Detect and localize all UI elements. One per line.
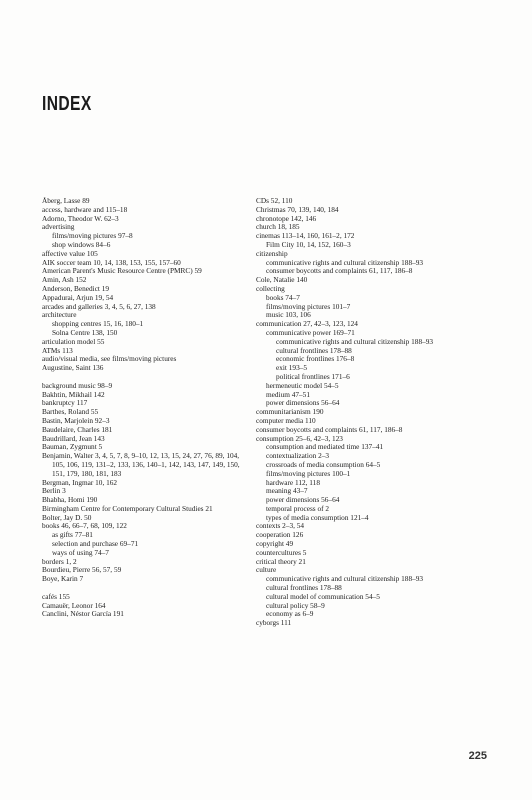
index-subentry: Solna Centre 138, 150	[52, 327, 118, 337]
index-entry: contexts 2–3, 54	[256, 521, 305, 531]
index-entry: computer media 110	[256, 415, 316, 425]
index-entry: chronotope 142, 146	[256, 213, 317, 223]
index-subentry: exit 193–5	[276, 363, 308, 373]
index-subentry: films/moving pictures 100–1	[266, 468, 351, 478]
index-subentry: consumer boycotts and complaints 61, 117, 186–8	[266, 266, 413, 276]
index-entry: CDs 52, 110	[256, 196, 293, 205]
index-entry: advertising	[42, 222, 75, 232]
index-entry: Baudelaire, Charles 181	[42, 424, 113, 434]
index-subentry: shopping centres 15, 16, 180–1	[52, 319, 144, 329]
index-subentry: ways of using 74–7	[52, 547, 109, 557]
index-subentry: economy as 6–9	[266, 609, 314, 619]
index-entry: citizenship	[256, 248, 288, 258]
index-subentry: communicative rights and cultural citizenship 188–93	[266, 257, 424, 267]
index-subentry: music 103, 106	[266, 310, 311, 320]
index-entry: communitarianism 190	[256, 407, 324, 417]
index-column-left	[42, 197, 252, 619]
index-subentry: as gifts 77–81	[52, 530, 93, 540]
index-entry: background music 98–9	[42, 380, 113, 390]
index-entry: arcades and galleries 3, 4, 5, 6, 27, 138	[42, 301, 156, 311]
index-subentry: hardware 112, 118	[266, 477, 320, 487]
index-entry: Bakhtin, Mikhail 142	[42, 389, 105, 399]
index-entry: borders 1, 2	[42, 556, 77, 566]
index-entry: Bauman, Zygmunt 5	[42, 442, 103, 452]
index-entry: Amin, Ash 152	[42, 275, 87, 285]
index-subentry: communicative rights and cultural citizenship 188–93	[276, 336, 434, 346]
index-entry: Barthes, Roland 55	[42, 407, 99, 417]
index-subentry: cultural model of communication 54–5	[266, 591, 380, 601]
index-entry: culture	[256, 565, 277, 575]
index-subentry: selection and purchase 69–71	[52, 539, 139, 549]
index-entry: Canclini, Néstor García 191	[42, 609, 124, 619]
index-entry: Benjamin, Walter 3, 4, 5, 7, 8, 9–10, 12, 13, 15, 24, 27, 76, 89, 104, 105, 106, 119, 131–2, 133, 136, 140–1, 142, 143, 147, 149, 150, 151, 179, 180, 181, 183	[42, 451, 240, 478]
index-subentry: consumption and mediated time 137–41	[266, 442, 384, 452]
index-entry: church 18, 185	[256, 222, 300, 232]
index-entry: Baudrillard, Jean 143	[42, 433, 105, 443]
index-subentry: contextualization 2–3	[266, 451, 330, 461]
index-subentry: temporal process of 2	[266, 503, 330, 513]
index-entry: countercultures 5	[256, 547, 307, 557]
index-entry: Cole, Natalie 140	[256, 275, 308, 285]
index-entry: Anderson, Benedict 19	[42, 283, 110, 293]
index-entry: articulation model 55	[42, 336, 105, 346]
index-entry: cyborgs 111	[256, 618, 292, 628]
index-subentry: economic frontlines 176–8	[276, 354, 355, 364]
index-entry: cinemas 113–14, 160, 161–2, 172	[256, 231, 355, 241]
index-subentry: films/moving pictures 101–7	[266, 301, 351, 311]
index-entry: Bourdieu, Pierre 56, 57, 59	[42, 565, 122, 575]
index-entry: critical theory 21	[256, 556, 306, 566]
index-subentry: communicative rights and cultural citizenship 188–93	[266, 574, 424, 584]
index-entry: Camauër, Leonor 164	[42, 600, 106, 610]
index-entry: Augustine, Saint 136	[42, 363, 104, 373]
index-entry: Birmingham Centre for Contemporary Cultural Studies 21	[42, 503, 213, 513]
index-subentry: books 74–7	[266, 292, 300, 302]
page-number: 225	[468, 750, 487, 762]
index-entry: AIK soccer team 10, 14, 138, 153, 155, 157–60	[42, 257, 181, 267]
index-subentry: power dimensions 56–64	[266, 398, 340, 408]
index-entry: Appadurai, Arjun 19, 54	[42, 292, 114, 302]
index-entry: cooperation 126	[256, 530, 304, 540]
index-entry: Bolter, Jay D. 50	[42, 512, 92, 522]
index-subentry: cultural frontlines 178–88	[276, 345, 352, 355]
index-entry: cafés 155	[42, 591, 70, 601]
index-entry: Bergman, Ingmar 10, 162	[42, 477, 118, 487]
index-subentry: crossroads of media consumption 64–5	[266, 459, 381, 469]
index-entry: Adorno, Theodor W. 62–3	[42, 213, 119, 223]
index-entry: ATMs 113	[42, 345, 73, 355]
index-subentry: Film City 10, 14, 152, 160–3	[266, 239, 351, 249]
index-spacer	[42, 584, 252, 593]
index-subentry: power dimensions 56–64	[266, 495, 340, 505]
index-entry: collecting	[256, 283, 285, 293]
index-entry: consumption 25–6, 42–3, 123	[256, 433, 343, 443]
index-subentry: meaning 43–7	[266, 486, 308, 496]
index-subentry: types of media consumption 121–4	[266, 512, 369, 522]
index-entry: Åberg, Lasse 89	[42, 196, 90, 205]
index-subentry: films/moving pictures 97–8	[52, 231, 133, 241]
index-entry: architecture	[42, 310, 77, 320]
index-subentry: political frontlines 171–6	[276, 371, 350, 381]
index-entry: Christmas 70, 139, 140, 184	[256, 204, 339, 214]
index-entry: books 46, 66–7, 68, 109, 122	[42, 521, 127, 531]
index-subentry: shop windows 84–6	[52, 239, 111, 249]
index-subentry: medium 47–51	[266, 389, 310, 399]
index-entry: bankruptcy 117	[42, 398, 88, 408]
index-entry: Berlin 3	[42, 486, 66, 496]
index-entry: communication 27, 42–3, 123, 124	[256, 319, 358, 329]
index-entry: American Parent's Music Resource Centre (PMRC) 59	[42, 266, 202, 276]
index-subentry: cultural frontlines 178–88	[266, 583, 342, 593]
index-entry: copyright 49	[256, 539, 294, 549]
index-entry: access, hardware and 115–18	[42, 204, 128, 214]
index-entry: audio/visual media, see films/moving pictures	[42, 354, 177, 364]
index-entry: Boye, Karin 7	[42, 574, 84, 584]
index-subentry: cultural policy 58–9	[266, 600, 325, 610]
index-entry: affective value 105	[42, 248, 98, 258]
index-entry: Bastin, Marjolein 92–3	[42, 415, 110, 425]
index-subentry: hermeneutic model 54–5	[266, 380, 339, 390]
index-column-right	[256, 197, 466, 628]
index-heading: INDEX	[42, 93, 92, 115]
index-entry: Bhabha, Homi 190	[42, 495, 98, 505]
index-subentry: communicative power 169–71	[266, 327, 355, 337]
index-entry: consumer boycotts and complaints 61, 117, 186–8	[256, 424, 403, 434]
